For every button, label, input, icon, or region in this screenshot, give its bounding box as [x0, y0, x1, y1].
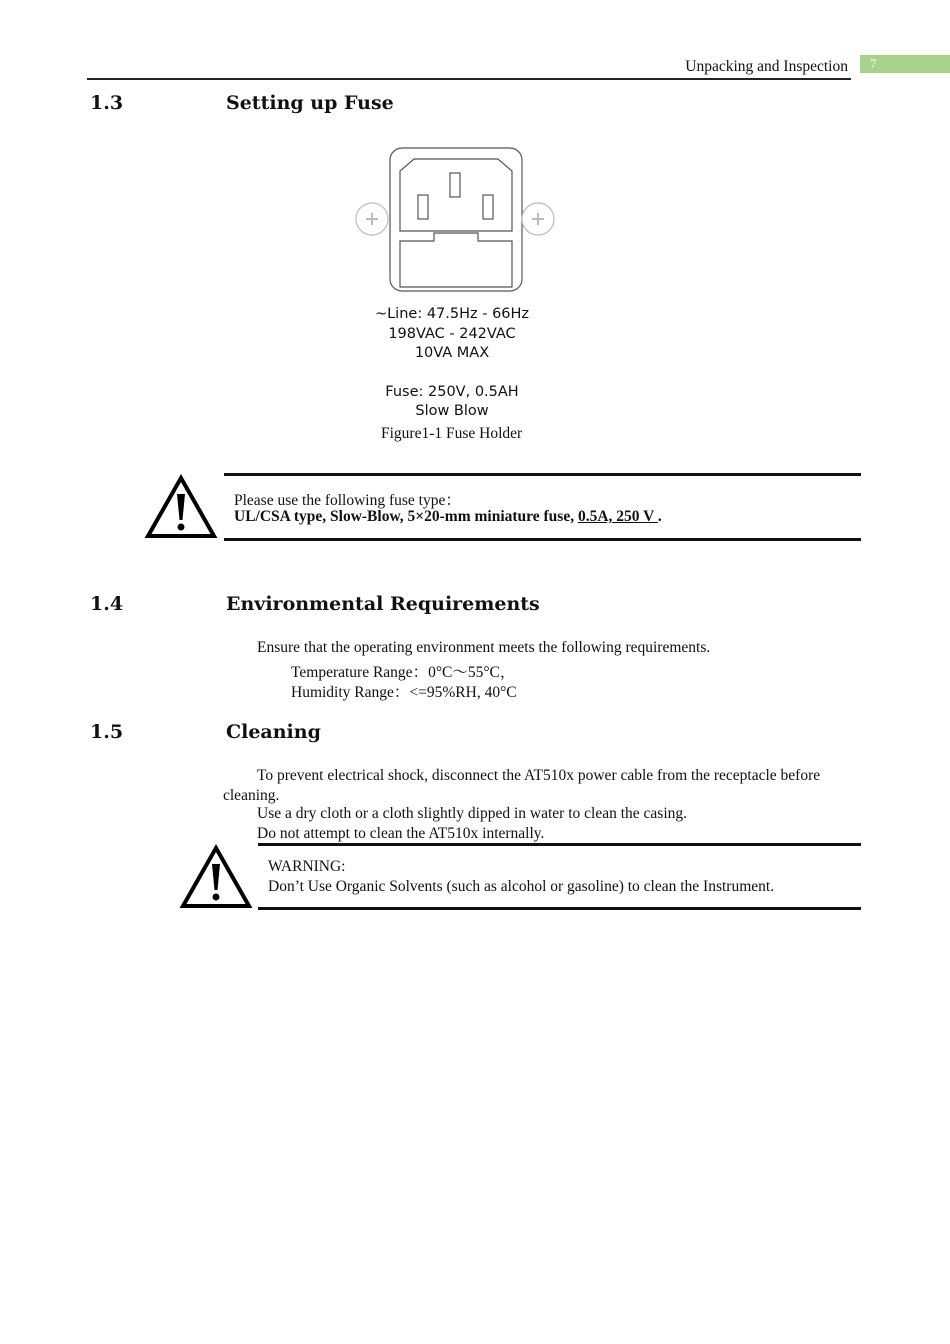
fuse-warning-line-1: Please use the following fuse type：	[234, 492, 461, 509]
fuse-spec-text: UL/CSA type, Slow-Blow, 5×20-mm miniature fuse,	[234, 508, 578, 525]
section-1-5-title: Cleaning	[226, 721, 321, 743]
fuse-warning-line-2	[234, 508, 662, 526]
section-1-3-title: Setting up Fuse	[226, 92, 394, 114]
cleaning-warning-top-rule	[258, 843, 861, 846]
spec-line-power: 10VA MAX	[414, 345, 490, 361]
header-rule	[87, 78, 851, 80]
fuse-type: Slow Blow	[415, 403, 489, 419]
cleaning-warning-bottom-rule	[258, 907, 861, 910]
warning-triangle-icon	[179, 844, 253, 910]
section-1-3-number: 1.3	[90, 92, 124, 114]
cleaning-para-1-line-1: To prevent electrical shock, disconnect the AT510x power cable from the receptacle before	[257, 767, 821, 784]
cleaning-warning-text: Don’t Use Organic Solvents (such as alcohol or gasoline) to clean the Instrument.	[268, 878, 775, 895]
warning-top-rule	[224, 473, 861, 476]
spec-line-frequency: ~Line: 47.5Hz - 66Hz	[374, 306, 530, 322]
cleaning-para-2: Use a dry cloth or a cloth slightly dipped in water to clean the casing.	[257, 805, 688, 822]
cleaning-warning-title: WARNING:	[268, 858, 346, 875]
fuse-rating-underlined: 0.5A, 250 V	[577, 508, 658, 525]
section-1-5-number: 1.5	[90, 721, 124, 743]
fuse-spec-period: .	[657, 508, 662, 525]
warning-bottom-rule	[224, 538, 861, 541]
warning-triangle-icon	[144, 474, 218, 540]
section-1-4-number: 1.4	[90, 593, 124, 615]
spec-line-voltage: 198VAC - 242VAC	[388, 326, 516, 342]
figure-caption: Figure1-1 Fuse Holder	[381, 425, 523, 442]
header-title: Unpacking and Inspection	[685, 58, 848, 75]
cleaning-para-3: Do not attempt to clean the AT510x internally.	[257, 825, 545, 842]
environment-intro: Ensure that the operating environment meets the following requirements.	[257, 639, 711, 656]
temperature-range: Temperature Range：0°C～55°C，	[291, 664, 516, 681]
cleaning-para-1-line-2: cleaning.	[223, 787, 280, 804]
fuse-rating: Fuse: 250V, 0.5AH	[385, 384, 519, 400]
section-1-4-title: Environmental Requirements	[226, 593, 540, 615]
humidity-range: Humidity Range：<=95%RH, 40°C	[291, 684, 517, 701]
page-number: 7	[860, 55, 950, 73]
fuse-holder-diagram	[350, 143, 560, 298]
